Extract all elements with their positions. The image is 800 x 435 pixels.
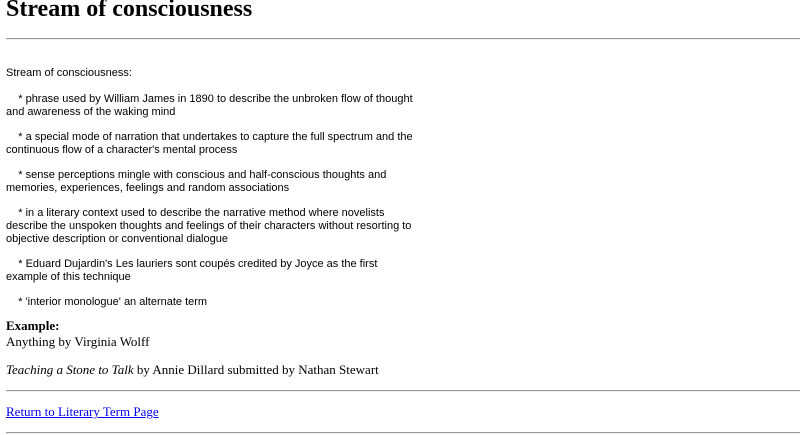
definition-bullet: * Eduard Dujardin's Les lauriers sont coupés credited by Joyce as the first example of this technique (6, 258, 381, 283)
horizontal-rule-top (6, 38, 800, 40)
horizontal-rule-middle (6, 390, 800, 392)
submission-credit (6, 363, 379, 377)
book-title: Teaching a Stone to Talk (6, 362, 134, 377)
definition-intro: Stream of consciousness: (6, 67, 132, 79)
example-heading: Example: (6, 318, 60, 333)
definition-bullet: * phrase used by William James in 1890 to describe the unbroken flow of thought and awareness of the waking mind (6, 93, 416, 118)
page-title: Stream of consciousness (6, 0, 253, 22)
definition-bullet: * a special mode of narration that undertakes to capture the full spectrum and the continuous flow of a character's mental process (6, 131, 416, 156)
return-to-literary-term-page-link[interactable]: Return to Literary Term Page (6, 404, 159, 419)
example-text: Anything by Virginia Wolff (6, 334, 150, 349)
book-credit: by Annie Dillard submitted by Nathan Stewart (133, 362, 379, 377)
definition-block (6, 67, 416, 321)
definition-bullet: * sense perceptions mingle with conscious and half-conscious thoughts and memories, experiences, feelings and random associations (6, 169, 390, 194)
definition-bullet: * in a literary context used to describe the narrative method where novelists describe the unspoken thoughts and feelings of their characters without resorting to objective description or conventional dialogue (6, 207, 415, 245)
definition-bullet: * 'interior monologue' an alternate term (6, 296, 208, 308)
horizontal-rule-bottom (6, 432, 800, 434)
